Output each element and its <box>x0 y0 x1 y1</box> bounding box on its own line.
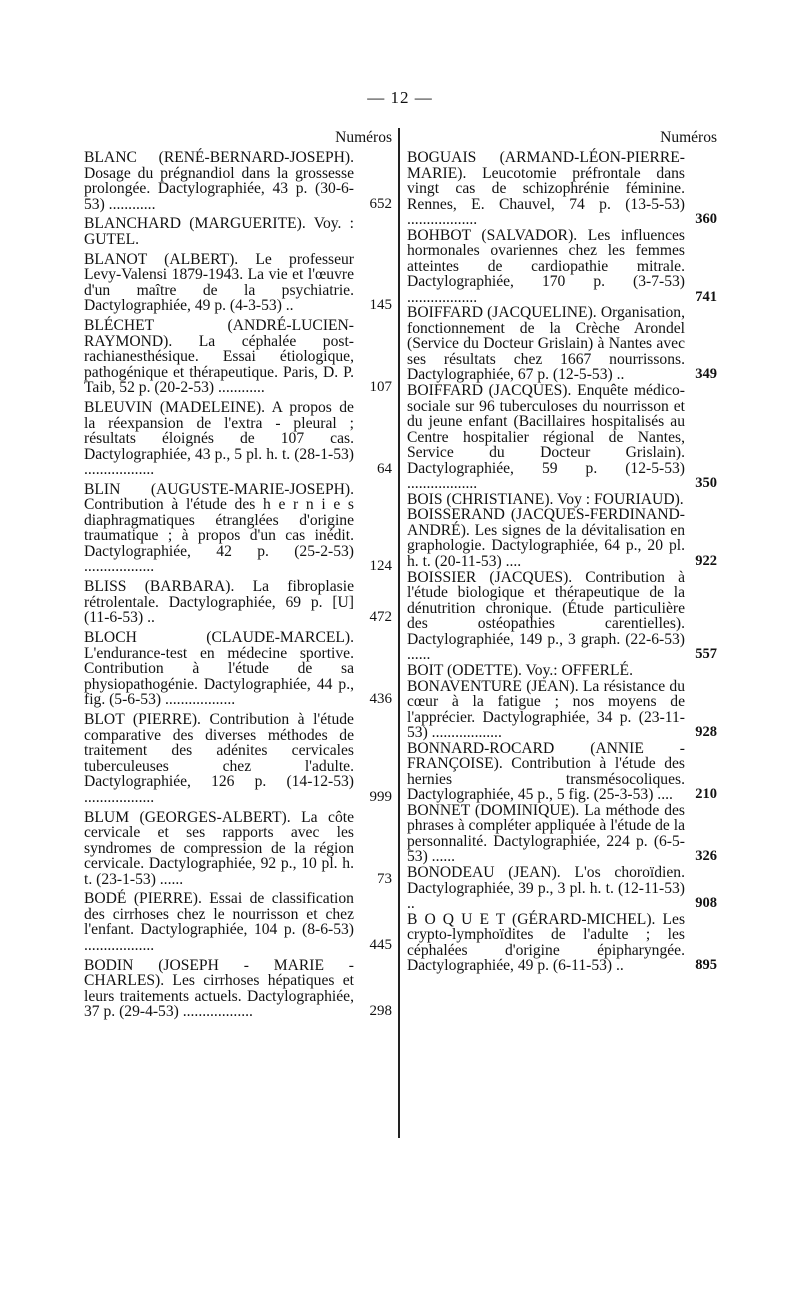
entry-number: 741 <box>695 288 717 305</box>
list-item <box>407 150 717 228</box>
entry-number: 472 <box>369 609 392 626</box>
entry-text: Contribution à l'étude biologique et thérapeutique de la dénutrition chronique. (Étude particulière des ostéopathies carentielles). Dactylographiée, 149 p., 3 graph. (22-6-53) ...... <box>407 568 685 664</box>
entry-text: Les signes de la dévitalisation en graphologie. Dactylographiée, 64 p., 20 pl. h. t. (20-11-53) .... <box>407 521 685 570</box>
author-name: BOISSERAND (JACQUES-FERDINAND-ANDRÉ). <box>407 506 685 539</box>
author-name: BOGUAIS (ARMAND-LÉON-PIERRE-MARIE). <box>407 149 685 182</box>
list-item <box>407 570 717 663</box>
list-item <box>84 482 392 575</box>
list-item <box>407 492 717 508</box>
list-item <box>407 663 717 679</box>
author-name: BOIS (CHRISTIANE). <box>407 490 554 508</box>
author-name: BLÉCHET (ANDRÉ-LUCIEN-RAYMOND). <box>84 317 354 350</box>
entry-text: A propos de la réexpansion de l'extra - pleural ; résultats éloignés de 107 cas. Dactylographiée, 43 p., 5 pl. h. t. (28-1-53) .................. <box>84 399 354 479</box>
author-name: BOIFFARD (JACQUELINE). <box>407 304 597 322</box>
column-header: Numéros <box>335 129 392 146</box>
author-name: BOHBOT (SALVADOR). <box>407 226 578 244</box>
entry-number: 557 <box>695 646 717 663</box>
entry-number: 73 <box>377 870 392 887</box>
author-name: BLANOT (ALBERT). <box>84 250 239 268</box>
author-name: BONNET (DOMINIQUE). <box>407 801 580 819</box>
list-item <box>407 803 717 865</box>
author-name: BLANCHARD (MARGUERITE). <box>84 215 306 233</box>
list-item <box>407 305 717 383</box>
list-item <box>84 579 392 626</box>
entry-number: 326 <box>695 848 717 865</box>
list-item <box>407 228 717 306</box>
entry-text: La céphalée post-rachianesthésique. Essai étiologique, pathogénique et thérapeutique. Paris, D. P. Taib, 52 p. (20-2-53) ............ <box>84 332 354 397</box>
author-name: BLISS (BARBARA). <box>84 578 235 596</box>
entry-number: 922 <box>695 552 717 569</box>
entry-text: La méthode des phrases à compléter appliquée à l'étude de la personnalité. Dactylographiée, 224 p. (6-5-53) ...... <box>407 801 685 866</box>
entry-text: La fibroplasie rétrolentale. Dactylographiée, 69 p. [U] (11-6-53) .. <box>84 578 354 627</box>
right-column <box>407 130 717 974</box>
author-name: BOIFFARD (JACQUES). <box>407 382 572 400</box>
column-header: Numéros <box>660 129 717 146</box>
list-item <box>84 891 392 953</box>
list-item <box>84 630 392 708</box>
author-name: BOIT (ODETTE). <box>407 661 522 679</box>
entry-text: Les influences hormonales ovariennes chez les femmes atteintes de cardiopathie mitrale. Dactylographiée, 170 p. (3-7-53) .................. <box>407 226 685 306</box>
entry-number: 999 <box>369 788 392 805</box>
entry-number: 64 <box>377 461 392 478</box>
entry-text: Dosage du prégnandiol dans la grossesse prolongée. Dactylographiée, 43 p. (30-6-53) ............ <box>84 164 354 213</box>
entry-text: Enquête médico-sociale sur 96 tuberculoses du nourrisson et du jeune enfant (Bacillaires hospitalisés au Centre hospitalier régional de Nantes, Service du Docteur Grislain). Dactylographiée, 59 p. (12-5-53) .................. <box>407 382 685 493</box>
page-number: — 12 — <box>367 88 433 107</box>
author-name: BONNARD-ROCARD (ANNIE - FRANÇOISE). <box>407 739 685 773</box>
entry-text: Le professeur Levy-Valensi 1879-1943. La vie et l'œuvre d'un maître de la psychiatrie. Dactylographiée, 49 p. (4-3-53) .. <box>84 250 354 315</box>
entry-number: 895 <box>695 957 717 974</box>
entry-text: Organisation, fonctionnement de la Crèche Arondel (Service du Docteur Grislain) à Nantes avec ses résultats chez 1667 nourrissons. Dactylographiée, 67 p. (12-5-53) .. <box>407 304 685 384</box>
list-item <box>84 252 392 314</box>
author-name: BONAVENTURE (JEAN). <box>407 677 579 695</box>
entry-text: Voy. : GUTEL. <box>84 215 355 248</box>
list-item <box>84 810 392 888</box>
entry-text: Contribution à l'étude des hernies transmésocoliques. Dactylographiée, 45 p., 5 fig. (25-3-53) .... <box>407 755 685 804</box>
author-name: BLUM (GEORGES-ALBERT). <box>84 808 291 826</box>
entry-number: 145 <box>369 297 392 314</box>
author-name: BLIN (AUGUSTE-MARIE-JOSEPH). <box>84 480 354 498</box>
list-item <box>407 741 717 803</box>
author-name: BLOT (PIERRE). <box>84 711 201 729</box>
list-item <box>407 865 717 912</box>
author-name: BODÉ (PIERRE). <box>84 890 202 908</box>
column-divider <box>398 128 400 1138</box>
entry-number: 107 <box>369 379 392 396</box>
list-item <box>407 507 717 569</box>
author-name: BLANC (RENÉ-BERNARD-JOSEPH). <box>84 149 354 166</box>
author-name: BODIN (JOSEPH - MARIE - CHARLES). <box>84 956 354 990</box>
list-item <box>84 958 392 1020</box>
entry-text: Voy : FOURIAUD). <box>557 490 684 508</box>
list-item <box>84 216 392 247</box>
entry-number: 349 <box>695 366 717 383</box>
author-name: BONODEAU (JEAN). <box>407 864 561 882</box>
entry-text: La résistance du cœur à la fatigue ; nos moyens de l'apprécier. Dactylographiée, 34 p. (23-11-53) .................. <box>407 677 685 741</box>
entry-number: 298 <box>369 1003 392 1020</box>
entry-number: 350 <box>695 475 717 492</box>
author-name: B O Q U E T (GÉRARD-MICHEL). <box>407 910 656 928</box>
list-item <box>407 679 717 741</box>
entry-number: 210 <box>695 786 717 803</box>
left-column <box>84 130 392 1024</box>
author-name: BLOCH (CLAUDE-MARCEL). <box>84 629 354 647</box>
entry-text: Les cirrhoses hépatiques et leurs traitements actuels. Dactylographiée, 37 p. (29-4-53) .................. <box>84 972 354 1021</box>
list-item <box>407 912 717 974</box>
entry-text: L'endurance-test en médecine sportive. Contribution à l'étude de sa physiopathogénie. Dactylographiée, 44 p., fig. (5-6-53) .................. <box>84 644 354 709</box>
author-name: BOISSIER (JACQUES). <box>407 568 573 586</box>
entry-text: La côte cervicale et ses rapports avec les syndromes de compression de la région cervicale. Dactylographiée, 92 p., 10 pl. h. t. (23-1-53) ...... <box>84 808 354 888</box>
list-item <box>84 712 392 805</box>
list-item <box>84 150 392 212</box>
list-item <box>84 318 392 396</box>
entry-number: 124 <box>369 558 392 575</box>
author-name: BLEUVIN (MADELEINE). <box>84 399 266 417</box>
entry-text: Contribution à l'étude comparative des diverses méthodes de traitement des adénites cervicales tuberculeuses chez l'adulte. Dactylographiée, 126 p. (14-12-53) .................. <box>84 711 354 806</box>
entry-number: 652 <box>369 195 392 212</box>
entry-text: Les crypto-lymphoïdites de l'adulte ; les céphalées d'origine épipharyngée. Dactylographiée, 49 p. (6-11-53) .. <box>407 910 686 975</box>
entry-number: 445 <box>369 936 392 953</box>
entry-text: Voy.: OFFERLÉ. <box>525 661 633 679</box>
entry-text: Leucotomie préfrontale dans vingt cas de schizophrénie féminine. Rennes, E. Chauvel, 74 p. (13-5-53) .................. <box>407 164 685 228</box>
entry-number: 928 <box>695 724 717 740</box>
list-item <box>84 400 392 478</box>
entry-text: Contribution à l'étude des h e r n i e s diaphragmatiques étranglées d'origine traumatique ; à propos d'un cas inédit. Dactylographiée, 42 p. (25-2-53) .................. <box>84 496 354 576</box>
entry-text: L'os choroïdien. Dactylographiée, 39 p., 3 pl. h. t. (12-11-53) .. <box>407 864 686 913</box>
entry-number: 360 <box>695 211 717 227</box>
list-item <box>407 383 717 492</box>
entry-number: 436 <box>369 691 392 708</box>
entry-number: 908 <box>695 895 717 912</box>
entry-text: Essai de classification des cirrhoses chez le nourrisson et chez l'enfant. Dactylographiée, 104 p. (8-6-53) .................. <box>84 890 354 954</box>
